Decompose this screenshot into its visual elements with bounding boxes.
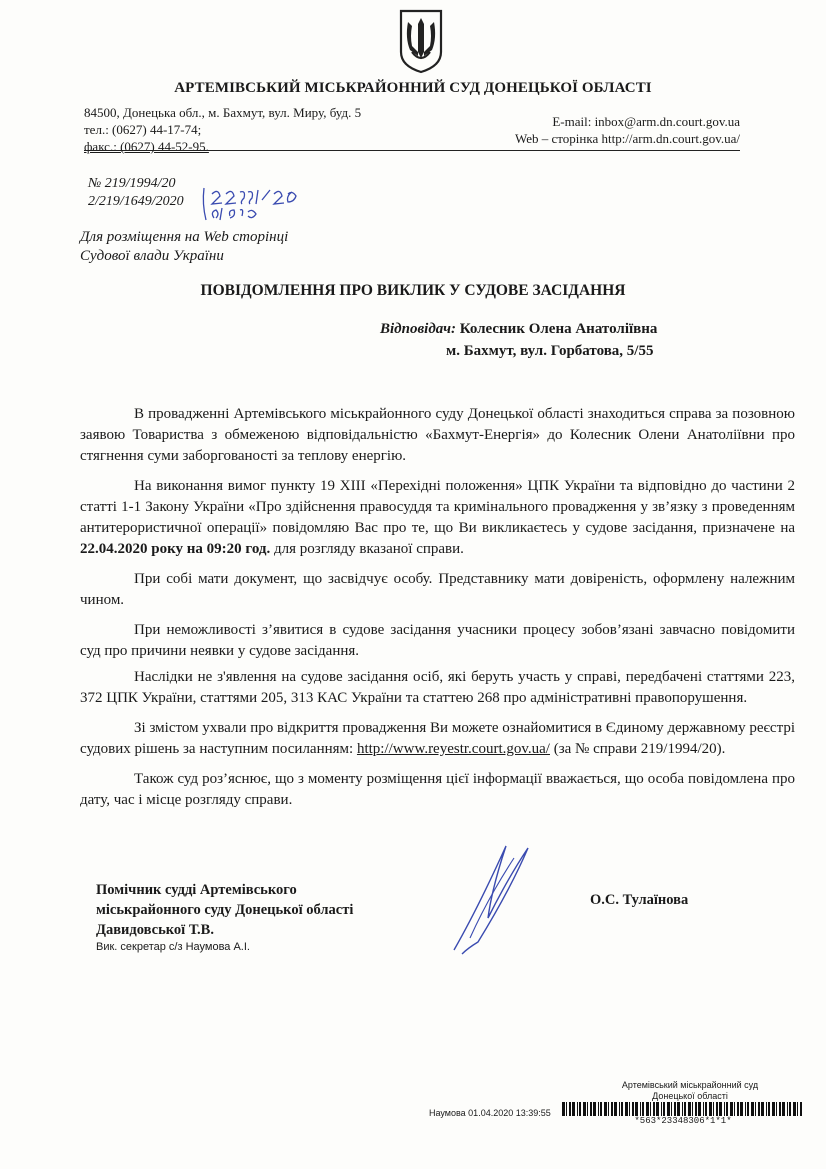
hearing-datetime: 22.04.2020 року на 09:20 год. bbox=[80, 541, 271, 557]
respondent-label: Відповідач: bbox=[380, 321, 456, 337]
header-divider bbox=[84, 150, 740, 151]
signatory-position-line3: Давидовської Т.В. bbox=[96, 922, 214, 938]
case-numbers bbox=[88, 175, 184, 211]
proceeding-number: 2/219/1649/2020 bbox=[88, 194, 184, 209]
registry-stamp-court-line1: Артемівський міськрайонний суд bbox=[621, 1080, 759, 1090]
registry-stamp-court-line2: Донецької області bbox=[652, 1091, 728, 1101]
court-email: E-mail: inbox@arm.dn.court.gov.ua bbox=[552, 114, 740, 129]
barcode bbox=[562, 1102, 804, 1116]
court-contacts bbox=[515, 113, 740, 147]
court-phone: тел.: (0627) 44-17-74; bbox=[84, 122, 202, 137]
placement-note-line2: Судової влади України bbox=[80, 248, 224, 264]
case-number: № 219/1994/20 bbox=[88, 176, 176, 191]
paragraph-documents: При собі мати документ, що засвідчує особу. Представнику мати довіреність, оформлену належним чином. bbox=[80, 571, 795, 608]
placement-note bbox=[80, 228, 288, 266]
signatory-position-line1: Помічник судді Артемівського bbox=[96, 882, 297, 898]
paragraph-absence: При неможливості з’явитися в судове засідання учасники процесу зобов’язані завчасно повідомити суд про причини неявки у судове засідання. bbox=[80, 622, 795, 659]
handwritten-signature bbox=[448, 838, 538, 958]
registry-text-end: (за № справи 219/1994/20). bbox=[549, 741, 726, 757]
handwritten-registration-note bbox=[200, 186, 310, 226]
respondent-block bbox=[380, 318, 657, 362]
registry-text-start: Зі змістом ухвали про відкриття провадження Ви можете ознайомитися в Єдиному державному реєстрі судових рішень за наступним посиланням: bbox=[80, 720, 795, 757]
court-address-block bbox=[84, 104, 361, 155]
court-address: 84500, Донецька обл., м. Бахмут, вул. Миру, буд. 5 bbox=[84, 105, 362, 120]
court-name: АРТЕМІВСЬКИЙ МІСЬКРАЙОННИЙ СУД ДОНЕЦЬКОЇ ОБЛАСТІ bbox=[174, 80, 652, 96]
paragraph-registry bbox=[80, 718, 795, 760]
placement-note-line1: Для розміщення на Web сторінці bbox=[80, 229, 289, 245]
document-title: ПОВІДОМЛЕННЯ ПРО ВИКЛИК У СУДОВЕ ЗАСІДАННЯ bbox=[200, 282, 626, 299]
signatory-name: О.С. Тулаїнова bbox=[590, 892, 689, 908]
respondent-name: Колесник Олена Анатоліївна bbox=[459, 321, 658, 337]
notice-body bbox=[80, 404, 795, 820]
paragraph-explanation: Також суд роз’яснює, що з моменту розміщення цієї інформації вважається, що особа повідомлена про дату, час і місце розгляду справи. bbox=[80, 771, 795, 808]
summons-text-start: На виконання вимог пункту 19 ХІІІ «Перехідні положення» ЦПК України та відповідно до частини 2 статті 1-1 Закону України «Про здійснення правосуддя та кримінального провадження у зв’язку з проведенням антитерористичної операції» повідомляю Вас про те, що Ви викликаєтесь у судове засідання, призначене на bbox=[80, 478, 795, 536]
executor-note: Вик. секретар с/з Наумова А.І. bbox=[96, 941, 250, 953]
barcode-number: *563*23348306*1*1* bbox=[634, 1116, 732, 1126]
signatory-position bbox=[96, 880, 353, 940]
court-website: Web – сторінка http://arm.dn.court.gov.ua/ bbox=[514, 131, 740, 146]
registry-stamp-user: Наумова 01.04.2020 13:39:55 bbox=[429, 1108, 551, 1118]
summons-text-end: для розгляду вказаної справи. bbox=[270, 541, 464, 557]
paragraph-consequences: Наслідки не з'явлення на судове засідання осіб, які беруть участь у справі, передбачені статтями 223, 372 ЦПК України, статтями 205, 313 КАС України та статтею 268 про адміністративні правопорушення. bbox=[80, 669, 795, 706]
paragraph-proceeding: В провадженні Артемівського міськрайонного суду Донецької області знаходиться справа за позовною заявою Товариства з обмеженою відповідальністю «Бахмут-Енергія» до Колесник Олени Анатоліївни про стягнення суми заборгованості за теплову енергію. bbox=[80, 406, 795, 464]
registry-link[interactable]: http://www.reyestr.court.gov.ua/ bbox=[356, 741, 550, 757]
coat-of-arms-icon bbox=[398, 8, 444, 74]
signatory-position-line2: міськрайонного суду Донецької області bbox=[96, 902, 354, 918]
court-fax: факс.: (0627) 44-52-95. bbox=[84, 139, 209, 154]
registry-stamp-court bbox=[605, 1080, 775, 1102]
paragraph-summons bbox=[80, 476, 795, 560]
respondent-address: м. Бахмут, вул. Горбатова, 5/55 bbox=[446, 343, 654, 359]
